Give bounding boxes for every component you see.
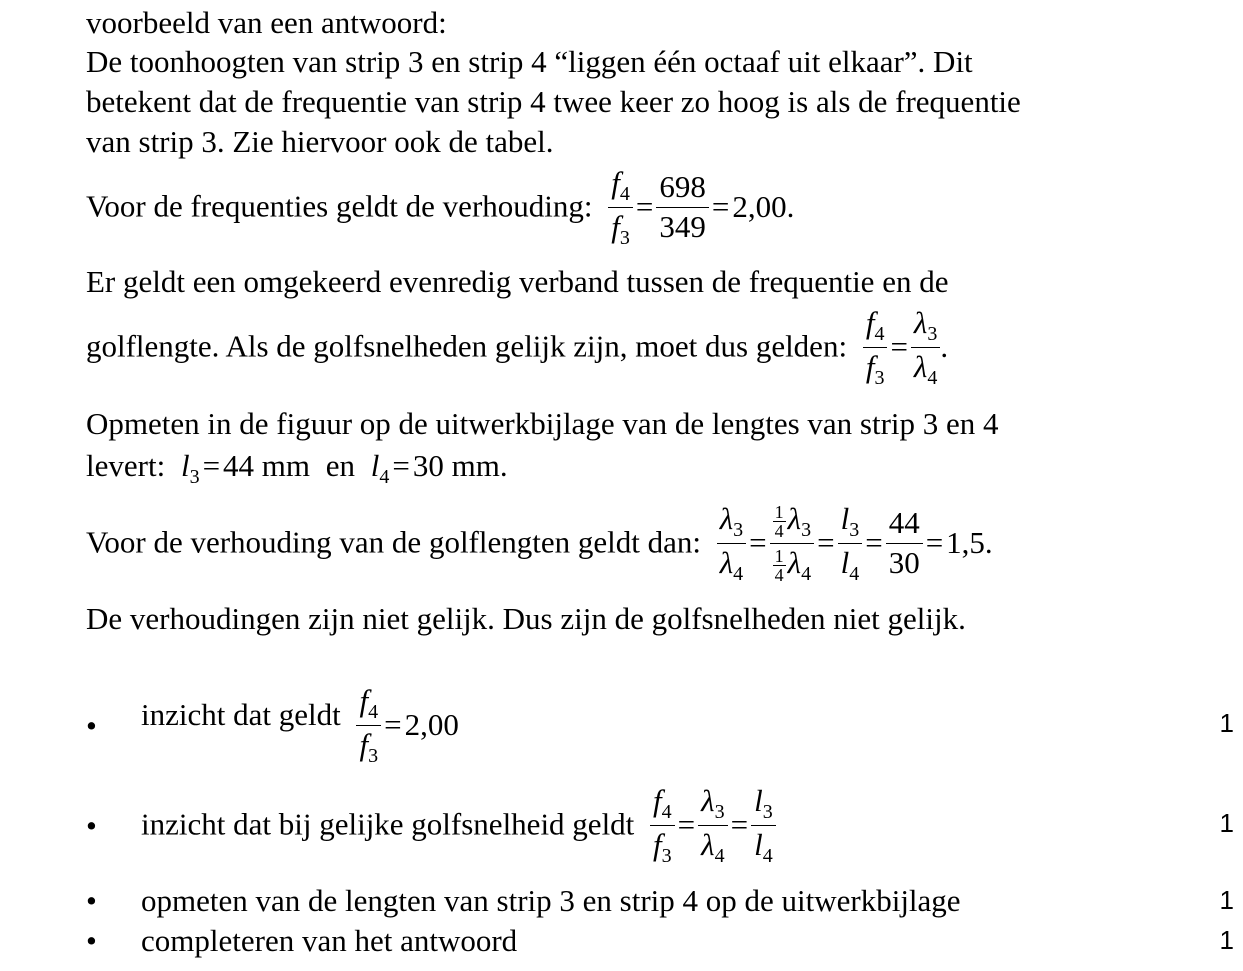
length-l4-value: 30 mm. — [412, 448, 508, 483]
paragraph-1-line-1: De toonhoogten van strip 3 en strip 4 “liggen één octaaf uit elkaar”. Dit — [86, 44, 973, 79]
wavelength-ratio-result: 1,5. — [946, 524, 993, 560]
frequency-ratio-text: Voor de frequenties geldt de verhouding: — [86, 188, 593, 224]
measurement-line-1: Opmeten in de figuur op de uitwerkbijlage van de lengtes van strip 3 en 4 — [86, 406, 999, 441]
criterion-4-text: completeren van het antwoord — [141, 923, 518, 958]
bullet-icon: • — [86, 708, 97, 743]
inverse-relation-line-1: Er geldt een omgekeerd evenredig verband tussen de frequentie en de — [86, 264, 949, 299]
frequency-f4-value: 698 — [656, 168, 709, 208]
criterion-1-formula-result: 2,00 — [404, 706, 459, 742]
frequency-f3-value: 349 — [659, 209, 706, 244]
conclusion-text: De verhoudingen zijn niet gelijk. Dus zijn de golfsnelheden niet gelijk. — [86, 601, 966, 636]
wavelength-num-value: 44 — [886, 504, 923, 544]
wavelength-ratio-line — [86, 502, 993, 589]
criterion-2-text: inzicht dat bij gelijke golfsnelheid geldt — [141, 806, 635, 842]
inverse-relation-text: golflengte. Als de golfsnelheden gelijk zijn, moet dus gelden: — [86, 328, 848, 364]
inverse-relation-line-2 — [86, 306, 948, 393]
frequency-ratio-formula: $\frac{f_4}{f_3}$ = $\frac{698}{349}$ =2,00. — [608, 189, 794, 224]
criterion-1-score: 1 — [1219, 708, 1234, 738]
measurement-prefix: levert: — [86, 448, 166, 483]
measurement-connector: en — [325, 448, 356, 483]
measurement-line-2: levert: $l_3=44$ mm en $l_4=30$ mm. — [86, 448, 508, 488]
wavelength-ratio-text: Voor de verhouding van de golflengten geldt dan: — [86, 524, 701, 560]
criterion-1-formula: $\frac{f_4}{f_3}$ =2,00 — [356, 707, 458, 742]
intro-heading: voorbeeld van een antwoord: — [86, 5, 447, 40]
criterion-3-score: 1 — [1219, 885, 1234, 915]
inverse-relation-formula: $\frac{f_4}{f_3}$ = $\frac{\lambda_3}{\lambda_4}$ . — [863, 329, 948, 364]
criterion-1-text: inzicht dat geldt — [141, 696, 341, 732]
frequency-ratio-line — [86, 166, 794, 253]
criterion-4-score: 1 — [1219, 925, 1234, 955]
criterion-2-formula: $\frac{f_4}{f_3}$ = $\frac{\lambda_3}{\lambda_4}$ = $\frac{l_3}{l_4}$ — [650, 807, 776, 842]
length-l3-value: 44 mm — [223, 448, 311, 483]
paragraph-1-line-3: van strip 3. Zie hiervoor ook de tabel. — [86, 124, 554, 159]
paragraph-1-line-2: betekent dat de frequentie van strip 4 twee keer zo hoog is als de frequentie — [86, 84, 1021, 119]
bullet-icon: • — [86, 923, 97, 958]
criterion-2-score: 1 — [1219, 808, 1234, 838]
frequency-ratio-result: 2,00. — [732, 188, 795, 224]
wavelength-den-value: 30 — [888, 545, 920, 580]
criterion-3-text: opmeten van de lengten van strip 3 en strip 4 op de uitwerkbijlage — [141, 883, 961, 918]
bullet-icon: • — [86, 808, 97, 843]
bullet-icon: • — [86, 883, 97, 918]
wavelength-ratio-formula: $\frac{\lambda_3}{\lambda_4}$ = $\frac{1}{4}$ $\lambda_3$ $\frac{1}{4}$ $\lambda_4$ = $\frac{l_3}{l_4}$ = $\frac{44}{30}$ =1,5. — [717, 525, 993, 560]
